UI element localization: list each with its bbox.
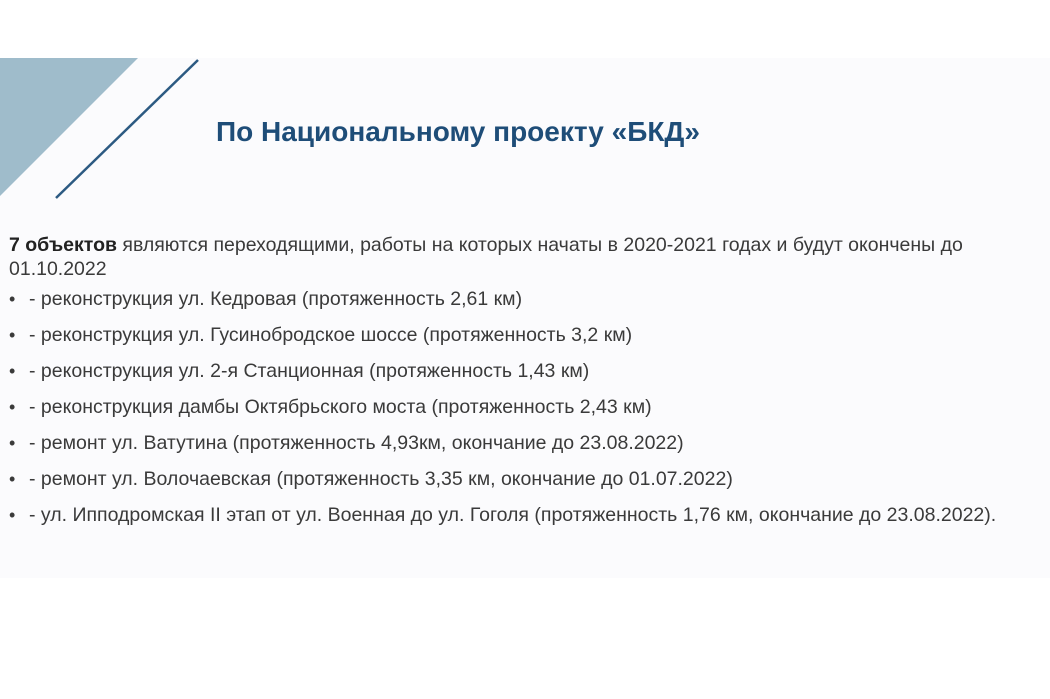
decorative-triangle xyxy=(0,58,138,196)
list-item-text: - реконструкция дамбы Октябрьского моста (протяженность 2,43 км) xyxy=(29,396,652,418)
list-item xyxy=(9,395,1044,419)
bullet-icon: • xyxy=(9,325,16,345)
bullet-icon: • xyxy=(9,289,16,309)
bullet-icon: • xyxy=(9,397,16,417)
list-item xyxy=(9,431,1044,455)
list-item xyxy=(9,323,1044,347)
bullet-icon: • xyxy=(9,361,16,381)
list-item-text: - ул. Ипподромская II этап от ул. Военная до ул. Гоголя (протяженность 1,76 км, окончание до 23.08.2022). xyxy=(29,504,997,526)
decorative-corner-graphic xyxy=(0,58,210,208)
objects-list xyxy=(9,287,1044,539)
bullet-icon: • xyxy=(9,433,16,453)
bullet-icon: • xyxy=(9,469,16,489)
list-item xyxy=(9,467,1044,491)
presentation-slide xyxy=(0,58,1050,578)
intro-paragraph xyxy=(9,233,1044,281)
list-item-text: - ремонт ул. Волочаевская (протяженность 3,35 км, окончание до 01.07.2022) xyxy=(29,468,733,490)
bullet-icon: • xyxy=(9,505,16,525)
list-item xyxy=(9,359,1044,383)
list-item xyxy=(9,503,1044,527)
slide-title: По Национальному проекту «БКД» xyxy=(216,116,700,147)
list-item xyxy=(9,287,1044,311)
intro-lead: 7 объектов xyxy=(9,234,117,256)
intro-text: являются переходящими, работы на которых начаты в 2020-2021 годах и будут окончены до 01.10.2022 xyxy=(9,234,963,280)
list-item-text: - реконструкция ул. 2-я Станционная (протяженность 1,43 км) xyxy=(29,360,590,382)
list-item-text: - ремонт ул. Ватутина (протяженность 4,93км, окончание до 23.08.2022) xyxy=(29,432,684,454)
list-item-text: - реконструкция ул. Кедровая (протяженность 2,61 км) xyxy=(29,288,523,310)
list-item-text: - реконструкция ул. Гусинобродское шоссе (протяженность 3,2 км) xyxy=(29,324,633,346)
